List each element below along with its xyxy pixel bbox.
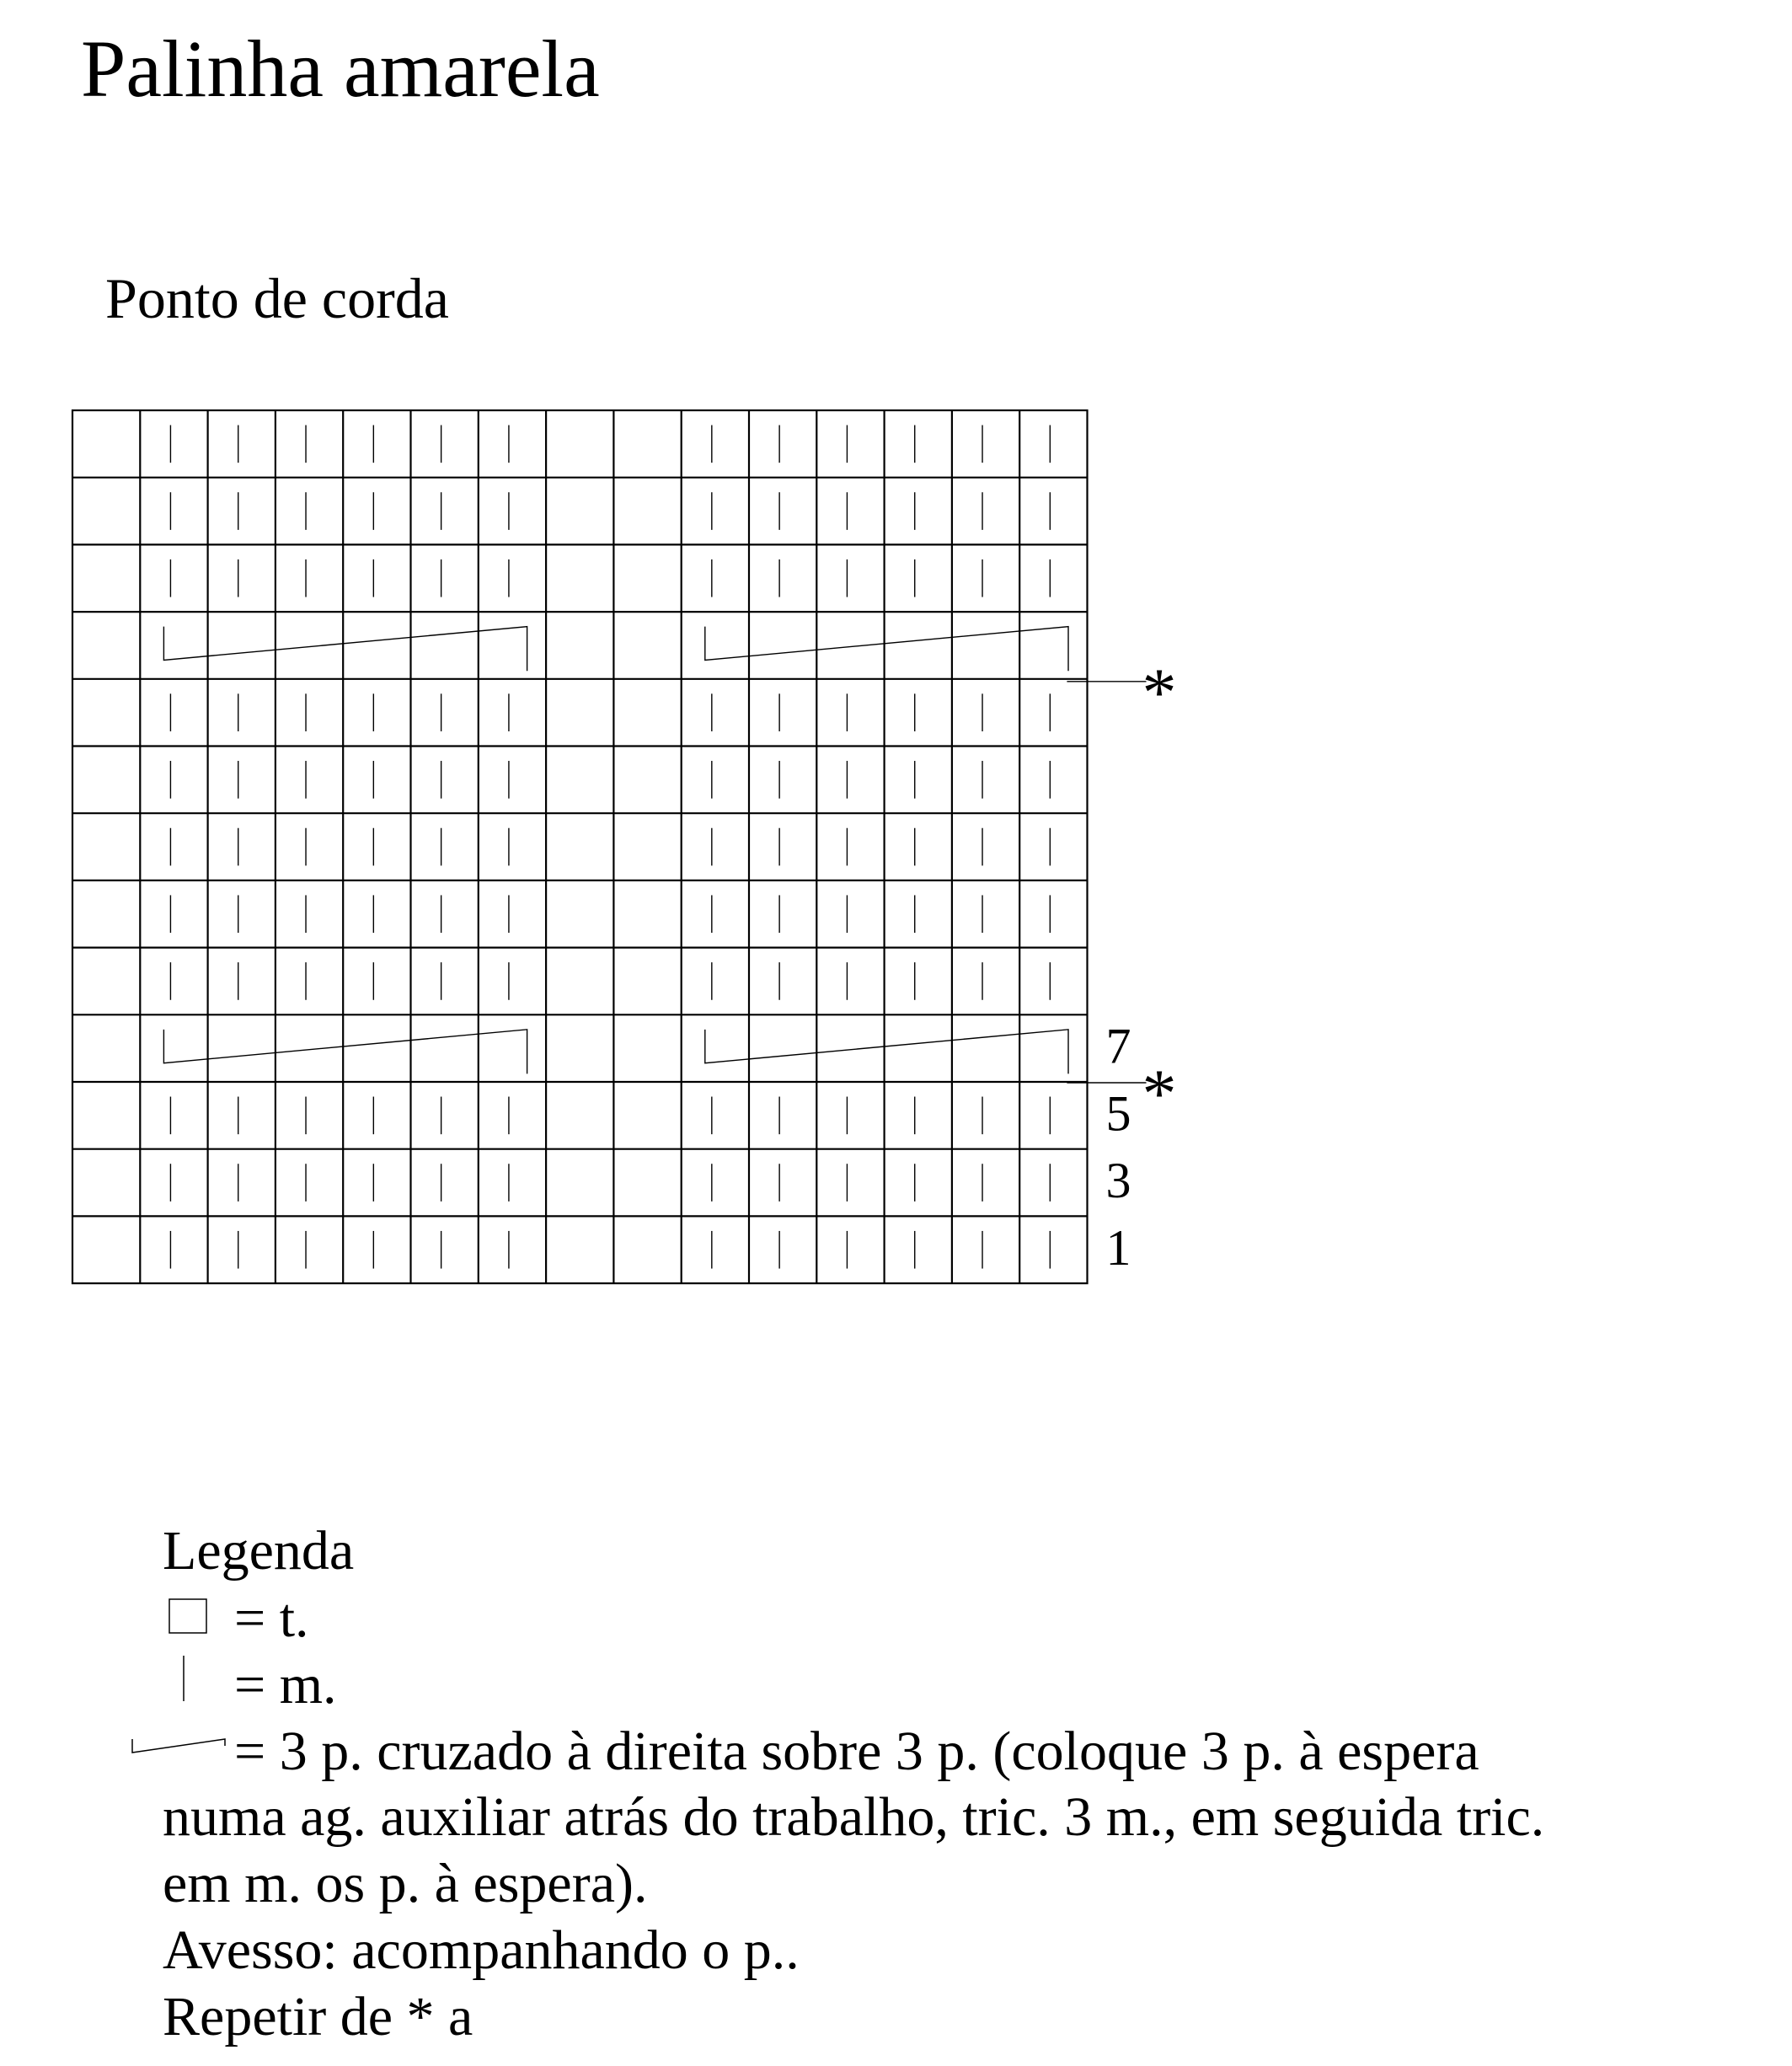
chart-grid — [72, 410, 1088, 1283]
cable-cross-symbol — [705, 1030, 1068, 1074]
row-number-label: 7 — [1105, 1018, 1131, 1074]
repeat-asterisk: * — [1142, 1055, 1177, 1132]
chart-cables — [163, 627, 1068, 1074]
cable-symbol-icon — [131, 1727, 232, 1758]
cable-cross-symbol — [163, 627, 527, 672]
legend-cable-label-line2: numa ag. auxiliar atrás do trabalho, tric. 3 m., em seguida tric. — [163, 1786, 1545, 1848]
knitting-chart — [0, 0, 1264, 1314]
legend-knit-label: = m. — [234, 1654, 337, 1715]
legend-cable-label-line3: em m. os p. à espera). — [163, 1853, 648, 1914]
knit-symbol-icon — [180, 1656, 189, 1703]
legend-purl-label: = t. — [234, 1587, 309, 1649]
purl-symbol-icon — [169, 1598, 209, 1635]
chart-labels — [1106, 1019, 1131, 1276]
chart-stitches — [170, 426, 1050, 1269]
legend-repeat-note: Repetir de * a — [163, 1986, 473, 2047]
grid-border — [72, 410, 1088, 1283]
page-title: Palinha amarela — [81, 24, 600, 114]
row-number-label: 5 — [1105, 1085, 1131, 1142]
legend-heading: Legenda — [163, 1520, 355, 1582]
legend-cable-label-line1: = 3 p. cruzado à direita sobre 3 p. (coloque 3 p. à espera — [234, 1721, 1479, 1782]
legend-reverse-note: Avesso: acompanhando o p.. — [163, 1919, 800, 1981]
cable-cross-symbol — [705, 627, 1068, 672]
chart-subtitle: Ponto de corda — [105, 266, 449, 330]
cable-cross-symbol — [163, 1030, 527, 1074]
row-number-label: 1 — [1105, 1219, 1131, 1276]
repeat-asterisk: * — [1142, 653, 1177, 731]
row-number-label: 3 — [1105, 1153, 1131, 1209]
